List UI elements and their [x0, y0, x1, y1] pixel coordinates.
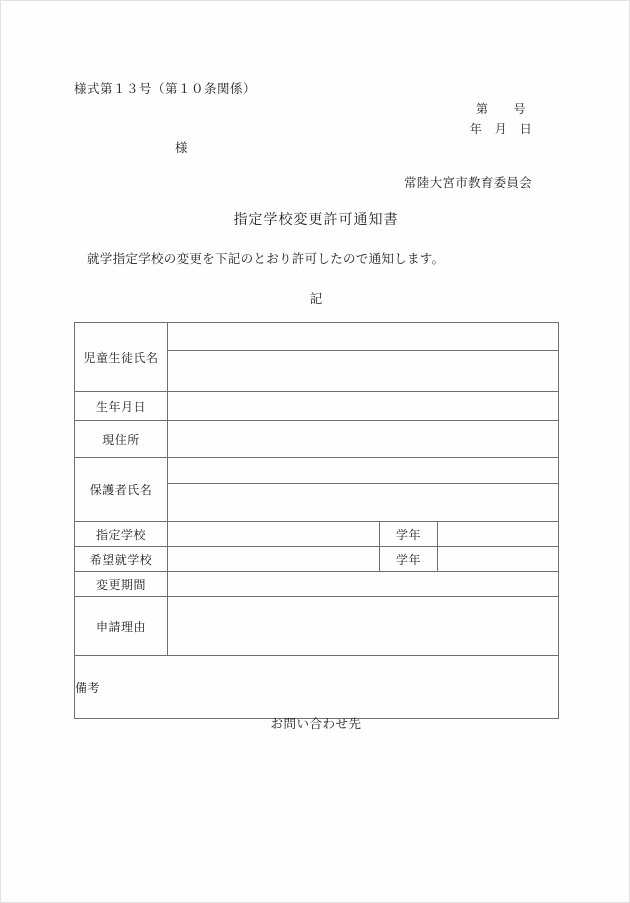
table-row	[75, 522, 559, 547]
guardian-name-furigana-cell[interactable]	[168, 459, 558, 484]
document-number: 第 号	[475, 102, 526, 116]
row-label-birthdate: 生年月日	[75, 392, 168, 421]
row-label-guardian-name: 保護者氏名	[75, 458, 168, 522]
application-details-table	[74, 322, 559, 719]
row-label-change-period: 変更期間	[75, 572, 168, 597]
contact-label: お問い合わせ先	[270, 717, 362, 731]
row-value-student-name[interactable]	[168, 323, 559, 392]
row-value-desired-school[interactable]	[168, 547, 380, 572]
row-value-designated-school-grade[interactable]	[438, 522, 559, 547]
table-row	[75, 656, 559, 719]
table-row	[75, 421, 559, 458]
row-label-desired-school-grade: 学年	[380, 547, 438, 572]
form-number: 様式第１３号（第１０条関係）	[74, 82, 257, 96]
row-value-address[interactable]	[168, 421, 559, 458]
row-label-remarks[interactable]: 備考	[75, 656, 559, 719]
row-value-designated-school[interactable]	[168, 522, 380, 547]
table-row	[75, 572, 559, 597]
table-row	[75, 392, 559, 421]
row-label-designated-school: 指定学校	[75, 522, 168, 547]
row-label-designated-school-grade: 学年	[380, 522, 438, 547]
table-row	[75, 547, 559, 572]
document-date: 年 月 日	[469, 122, 533, 136]
row-value-guardian-name[interactable]	[168, 458, 559, 522]
document-title: 指定学校変更許可通知書	[233, 213, 399, 228]
guardian-name-cell[interactable]	[168, 483, 558, 521]
row-label-reason: 申請理由	[75, 597, 168, 656]
row-value-change-period[interactable]	[168, 572, 559, 597]
notice-body-text: 就学指定学校の変更を下記のとおり許可したので通知します。	[87, 252, 445, 266]
row-label-address: 現住所	[75, 421, 168, 458]
row-label-student-name: 児童生徒氏名	[75, 323, 168, 392]
student-name-cell[interactable]	[168, 350, 558, 391]
row-value-reason[interactable]	[168, 597, 559, 656]
table-row	[75, 458, 559, 522]
ki-section-marker: 記	[309, 292, 323, 306]
row-value-birthdate[interactable]	[168, 392, 559, 421]
row-value-desired-school-grade[interactable]	[438, 547, 559, 572]
table-row	[75, 323, 559, 392]
addressee-honorific: 様	[175, 141, 188, 155]
student-name-furigana-cell[interactable]	[168, 324, 558, 351]
issuing-authority: 常陸大宮市教育委員会	[404, 176, 533, 190]
row-label-desired-school: 希望就学校	[75, 547, 168, 572]
table-row	[75, 597, 559, 656]
